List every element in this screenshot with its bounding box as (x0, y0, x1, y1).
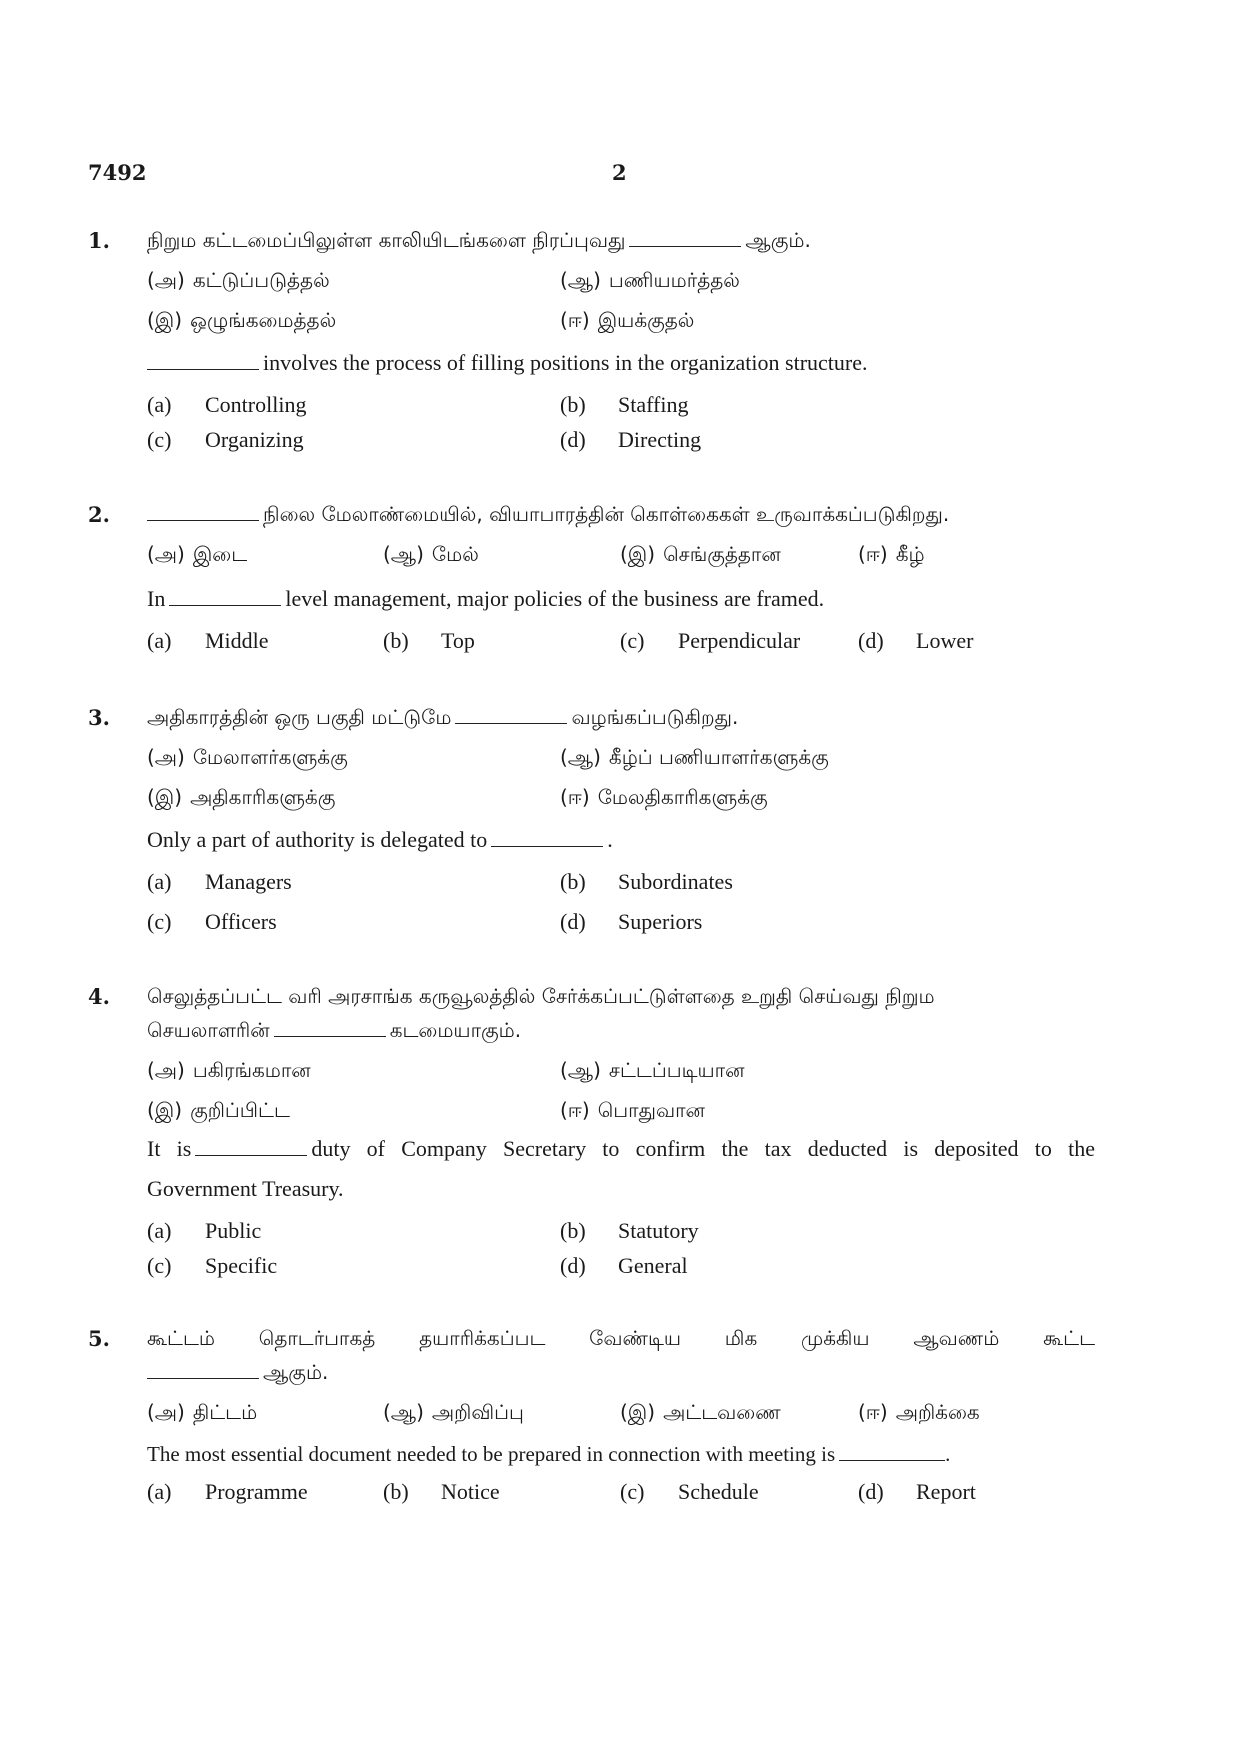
tamil-option: (அ) கட்டுப்படுத்தல் (147, 268, 330, 292)
question-text-tamil: நிறும கட்டமைப்பிலுள்ள காலியிடங்களை நிரப்புவது ஆகும். (147, 228, 811, 252)
tamil-option: (ஆ) அறிவிப்பு (383, 1400, 524, 1424)
question-text-tamil-cont: செயலாளரின் கடமையாகும். (147, 1018, 522, 1042)
english-option: (c) Specific (147, 1253, 278, 1278)
answer-blank (147, 1377, 259, 1379)
answer-blank (629, 245, 741, 247)
answer-blank (839, 1459, 945, 1461)
question-text-tamil: அதிகாரத்தின் ஒரு பகுதி மட்டுமே வழங்கப்படுகிறது. (147, 705, 739, 729)
question-text-english: Only a part of authority is delegated to . (147, 827, 613, 852)
tamil-option: (ஆ) சட்டப்படியான (560, 1058, 745, 1082)
english-option: (b) Statutory (560, 1218, 699, 1243)
question-number: 5. (88, 1326, 110, 1351)
question-text-english: involves the process of filling positions in the organization structure. (147, 350, 867, 376)
english-option: (a) Controlling (147, 392, 307, 417)
english-option: (d) Superiors (560, 909, 703, 934)
english-option: (a) Managers (147, 869, 292, 894)
answer-blank (274, 1035, 386, 1037)
answer-blank (147, 519, 259, 521)
english-option: (c) Organizing (147, 427, 304, 452)
english-option: (d) Lower (858, 628, 974, 653)
english-option: (c) Officers (147, 909, 277, 934)
tamil-option: (இ) அட்டவணை (620, 1400, 781, 1424)
english-option: (a) Middle (147, 628, 269, 653)
tamil-option: (ஈ) அறிக்கை (858, 1400, 980, 1424)
question-number: 3. (88, 705, 110, 730)
question-text-english: In level management, major policies of the business are framed. (147, 586, 825, 611)
page-number: 2 (612, 160, 627, 185)
paper-code: 7492 (88, 160, 147, 185)
english-option: (b) Top (383, 628, 475, 653)
english-option: (a) Programme (147, 1479, 308, 1504)
answer-blank (195, 1154, 307, 1156)
answer-blank (491, 845, 603, 847)
tamil-option: (அ) பகிரங்கமான (147, 1058, 311, 1082)
tamil-option: (ஈ) மேலதிகாரிகளுக்கு (560, 785, 768, 809)
tamil-option: (ஈ) கீழ் (858, 542, 925, 566)
question-number: 2. (88, 502, 110, 527)
english-option: (b) Notice (383, 1479, 500, 1504)
question-text-tamil: கூட்டம் தொடர்பாகத் தயாரிக்கப்பட வேண்டிய மிக முக்கிய ஆவணம் கூட்ட (147, 1326, 1095, 1350)
question-text-tamil: நிலை மேலாண்மையில், வியாபாரத்தின் கொள்கைகள் உருவாக்கப்படுகிறது. (147, 502, 949, 529)
tamil-option: (இ) ஒழுங்கமைத்தல் (147, 308, 337, 332)
question-text-tamil: செலுத்தப்பட்ட வரி அரசாங்க கருவூலத்தில் சேர்க்கப்பட்டுள்ளதை உறுதி செய்வது நிறும (147, 984, 935, 1008)
tamil-option: (அ) திட்டம் (147, 1400, 258, 1424)
tamil-option: (அ) மேலாளர்களுக்கு (147, 745, 348, 769)
question-number: 4. (88, 984, 110, 1009)
english-option: (d) General (560, 1253, 688, 1278)
tamil-option: (இ) குறிப்பிட்ட (147, 1098, 290, 1122)
answer-blank (455, 722, 567, 724)
english-option: (a) Public (147, 1218, 262, 1243)
answer-blank (147, 368, 259, 370)
question-number: 1. (88, 228, 110, 253)
tamil-option: (ஆ) பணியமர்த்தல் (560, 268, 740, 292)
tamil-option: (இ) அதிகாரிகளுக்கு (147, 785, 336, 809)
english-option: (d) Report (858, 1479, 976, 1504)
question-text-english-cont: Government Treasury. (147, 1176, 344, 1201)
english-option: (b) Staffing (560, 392, 689, 417)
english-option: (c) Schedule (620, 1479, 759, 1504)
english-option: (c) Perpendicular (620, 628, 801, 653)
answer-blank (169, 604, 281, 606)
tamil-option: (ஆ) கீழ்ப் பணியாளர்களுக்கு (560, 745, 829, 769)
tamil-option: (ஈ) இயக்குதல் (560, 308, 695, 332)
question-text-tamil-cont: ஆகும். (147, 1360, 328, 1387)
question-text-english: It is duty of Company Secretary to confirm the tax deducted is deposited to the (147, 1136, 1095, 1161)
tamil-option: (ஆ) மேல் (383, 542, 479, 566)
english-option: (b) Subordinates (560, 869, 733, 894)
tamil-option: (அ) இடை (147, 542, 248, 566)
tamil-option: (ஈ) பொதுவான (560, 1098, 705, 1122)
tamil-option: (இ) செங்குத்தான (620, 542, 781, 566)
english-option: (d) Directing (560, 427, 702, 452)
question-text-english: The most essential document needed to be prepared in connection with meeting is . (147, 1442, 951, 1466)
